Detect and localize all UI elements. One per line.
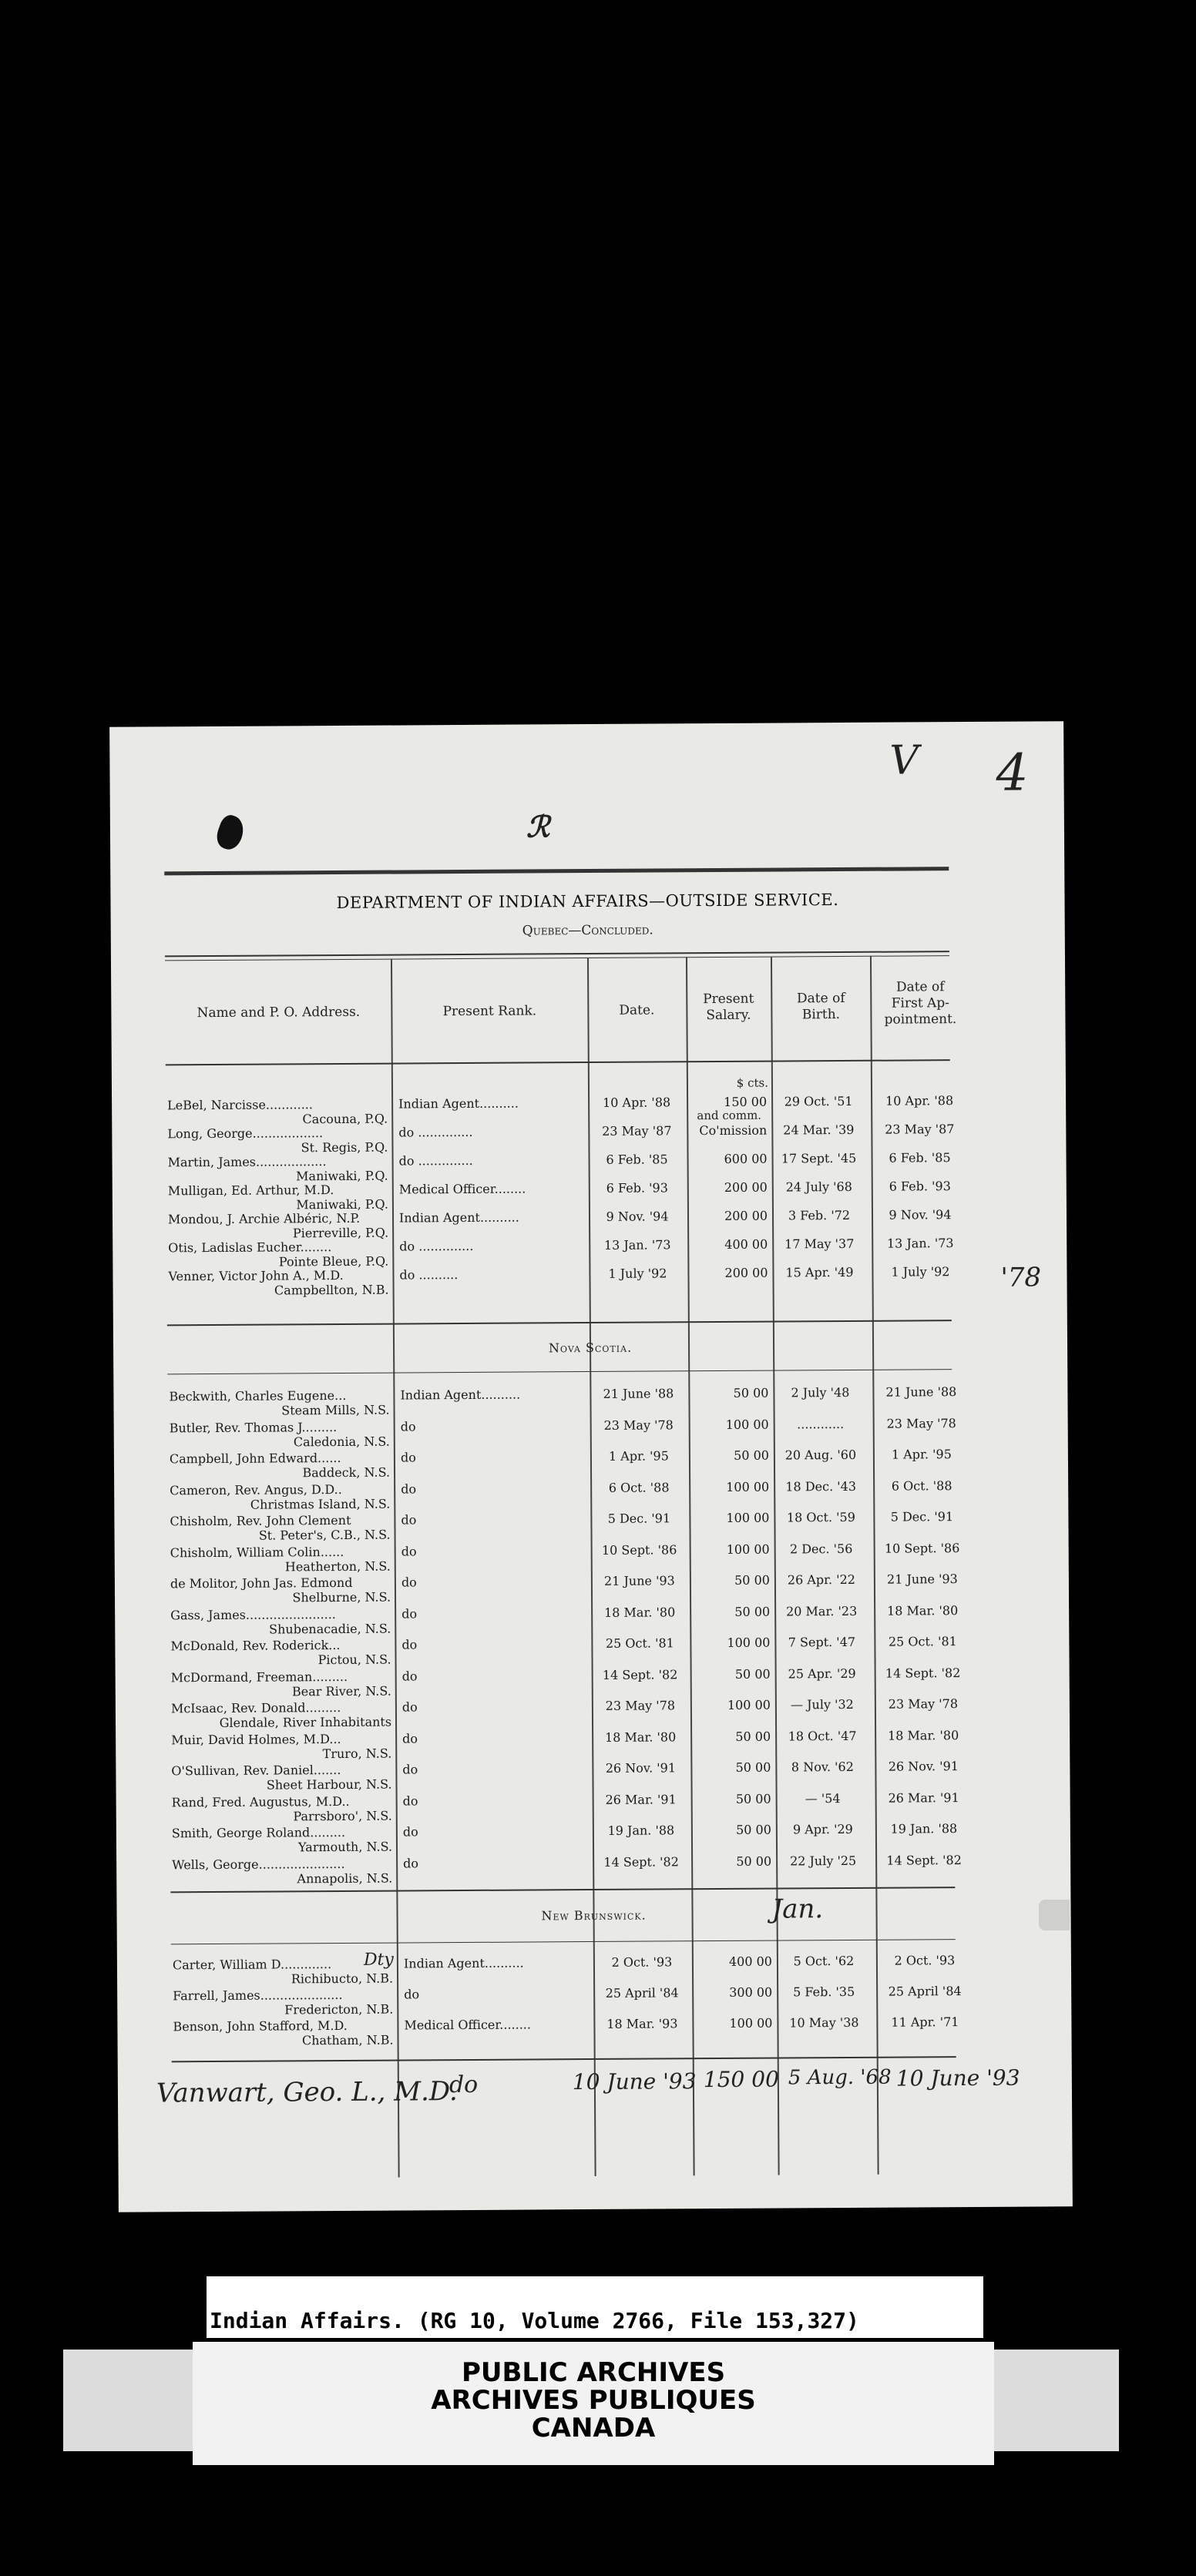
cell-birth: 5 Oct. '62 xyxy=(793,1953,855,1969)
col-header-date: Date. xyxy=(619,1002,655,1018)
cell-salary: 50 00 xyxy=(736,1822,771,1837)
table-row xyxy=(170,1416,956,1451)
cell-rank: do xyxy=(402,1730,418,1746)
cell-appt: 23 May '78 xyxy=(886,1415,956,1431)
page-tab xyxy=(1039,1900,1070,1930)
page-subtitle: Quebec—Concluded. xyxy=(522,922,653,939)
section-rule xyxy=(167,1320,952,1326)
hw-salary: 150 00 xyxy=(703,2066,779,2093)
cell-appt: 25 Oct. '81 xyxy=(888,1634,957,1649)
cell-appt: 11 Apr. '71 xyxy=(891,2014,959,2030)
cell-salary: 50 00 xyxy=(734,1666,771,1682)
cell-salary: 200 00 xyxy=(724,1208,768,1223)
cell-date: 13 Jan. '73 xyxy=(603,1237,671,1253)
archives-line-2: ARCHIVES PUBLIQUES xyxy=(431,2385,756,2416)
cell-birth: 9 Apr. '29 xyxy=(792,1821,853,1837)
cell-date: 23 May '78 xyxy=(603,1417,674,1433)
col-header-appt-l3: pointment. xyxy=(884,1011,957,1028)
table-row xyxy=(171,1696,957,1732)
cell-name-text: Benson, John Stafford, M.D. xyxy=(173,2018,348,2034)
col-header-appt-l2: First Ap- xyxy=(891,995,950,1011)
cell-name-text: Butler, Rev. Thomas J......... xyxy=(169,1419,338,1435)
cell-birth: 2 Dec. '56 xyxy=(789,1541,853,1556)
cell-salary: 100 00 xyxy=(726,1510,770,1525)
cell-salary: 100 00 xyxy=(726,1541,770,1557)
table-bottom-rule xyxy=(172,2056,956,2062)
cell-appt: 18 Mar. '80 xyxy=(886,1602,959,1618)
cell-name xyxy=(170,1606,394,1637)
cell-salary: 150 00 xyxy=(724,1094,768,1109)
corner-page-number: 4 xyxy=(996,743,1029,803)
cell-date: 6 Feb. '93 xyxy=(606,1180,668,1196)
comm-note: and comm. xyxy=(697,1108,762,1123)
cell-appt: 26 Mar. '91 xyxy=(888,1789,959,1806)
cell-name-text: de Molitor, John Jas. Edmond xyxy=(170,1575,353,1592)
cell-rank: do xyxy=(402,1762,418,1777)
hw-name: Vanwart, Geo. L., M.D. xyxy=(156,2076,458,2109)
hw-birth: 5 Aug. '68 xyxy=(788,2065,892,2090)
section-rule xyxy=(170,1887,955,1893)
cell-rank: do xyxy=(401,1699,418,1715)
cell-name xyxy=(173,1957,396,1987)
cell-salary: 200 00 xyxy=(724,1179,768,1195)
cell-birth: 24 Mar. '39 xyxy=(783,1122,855,1138)
cell-rank: Indian Agent.......... xyxy=(403,1955,524,1971)
cell-rank: do .............. xyxy=(399,1238,474,1254)
table-row xyxy=(171,1728,957,1763)
cell-rank: do .......... xyxy=(399,1267,459,1283)
col-header-name: Name and P. O. Address. xyxy=(197,1004,361,1021)
cell-rank: do xyxy=(401,1668,418,1684)
table-row xyxy=(173,1953,959,1988)
cell-name-text: McDormand, Freeman......... xyxy=(170,1669,348,1685)
cell-appt: 1 Apr. '95 xyxy=(891,1447,952,1462)
table-row xyxy=(170,1509,956,1545)
cell-birth: 29 Oct. '51 xyxy=(784,1093,853,1109)
cell-appt: 9 Nov. '94 xyxy=(889,1207,952,1223)
cell-rank: do xyxy=(403,1855,419,1870)
cell-birth: 25 Apr. '29 xyxy=(788,1665,856,1681)
cell-salary: 50 00 xyxy=(735,1791,771,1806)
cell-address: Chatham, N.B. xyxy=(301,2032,394,2048)
cell-rank: do xyxy=(402,1793,418,1809)
cell-address: Pierreville, P.Q. xyxy=(292,1225,389,1241)
cell-rank: Medical Officer........ xyxy=(404,2017,532,2033)
cell-date: 25 April '84 xyxy=(605,1985,679,2001)
cell-salary: 100 00 xyxy=(725,1417,769,1432)
cell-rank: do .............. xyxy=(398,1124,473,1140)
cell-name xyxy=(173,2018,396,2049)
reference-label: Indian Affairs. (RG 10, Volume 2766, File 153,327) xyxy=(210,2308,859,2333)
cell-salary: 50 00 xyxy=(735,1729,771,1744)
cell-appt: 10 Apr. '88 xyxy=(885,1093,954,1109)
cell-name xyxy=(170,1575,394,1606)
cell-appt: 6 Feb. '85 xyxy=(889,1150,951,1166)
cell-appt: 1 July '92 xyxy=(891,1264,950,1280)
cell-address: St. Regis, P.Q. xyxy=(301,1139,388,1156)
col-header-rank: Present Rank. xyxy=(442,1003,537,1020)
table-row xyxy=(172,1852,962,1888)
cell-salary: 50 00 xyxy=(734,1604,771,1619)
cell-address: St. Peter's, C.B., N.S. xyxy=(258,1527,391,1543)
cell-name xyxy=(172,1856,395,1887)
cell-name xyxy=(171,1700,395,1731)
cell-date: 10 Apr. '88 xyxy=(603,1095,671,1110)
hw-rank: do xyxy=(448,2071,479,2099)
table-row xyxy=(168,1264,954,1300)
cell-appt: 21 June '93 xyxy=(886,1571,958,1587)
cell-address: Pointe Bleue, P.Q. xyxy=(278,1253,389,1270)
cell-name-text: Mondou, J. Archie Albéric, N.P. xyxy=(167,1210,361,1227)
cell-name-text: O'Sullivan, Rev. Daniel....... xyxy=(171,1762,341,1779)
cell-name xyxy=(170,1638,394,1669)
col-header-birth xyxy=(772,991,869,1024)
cell-name-text: Beckwith, Charles Eugene... xyxy=(169,1387,347,1404)
cell-appt: 19 Jan. '88 xyxy=(890,1821,958,1836)
cell-date: 14 Sept. '82 xyxy=(602,1666,678,1682)
cell-birth: 26 Apr. '22 xyxy=(787,1571,855,1588)
cell-name-text: Cameron, Rev. Angus, D.D.. xyxy=(170,1481,342,1498)
cell-name-text: Rand, Fred. Augustus, M.D.. xyxy=(171,1793,350,1810)
cell-birth: 24 July '68 xyxy=(785,1179,852,1195)
cell-appt: 23 May '87 xyxy=(885,1122,955,1137)
cell-date: 14 Sept. '82 xyxy=(603,1853,679,1870)
cell-date: 1 Apr. '95 xyxy=(608,1448,669,1464)
cell-birth: 18 Dec. '43 xyxy=(785,1478,857,1494)
header-bottom-rule xyxy=(166,1059,950,1065)
cell-address: Yarmouth, N.S. xyxy=(297,1839,393,1855)
cell-name-text: Chisholm, William Colin...... xyxy=(170,1544,344,1560)
cell-address: Sheet Harbour, N.S. xyxy=(266,1776,392,1793)
cell-birth: 22 July '25 xyxy=(789,1853,857,1868)
corner-check-mark: V xyxy=(889,737,919,784)
cell-name xyxy=(171,1763,395,1793)
cell-date: 9 Nov. '94 xyxy=(606,1209,669,1224)
cell-date: 6 Feb. '85 xyxy=(606,1152,668,1167)
section-rule xyxy=(171,1939,956,1944)
cell-appt: 26 Nov. '91 xyxy=(888,1759,959,1774)
cell-rank: Indian Agent.......... xyxy=(400,1387,521,1403)
hw-date: 10 June '93 xyxy=(572,2068,697,2095)
cell-appt: 2 Oct. '93 xyxy=(894,1953,956,1968)
cell-address: Pictou, N.S. xyxy=(317,1652,391,1668)
header-rule xyxy=(164,867,949,875)
cell-rank: Indian Agent.......... xyxy=(398,1095,519,1112)
cell-address: Heatherton, N.S. xyxy=(284,1558,391,1574)
venner-correction: '78 xyxy=(1000,1262,1042,1293)
table-row xyxy=(170,1571,956,1607)
cell-salary: 600 00 xyxy=(724,1151,768,1166)
cell-date: 1 July '92 xyxy=(608,1266,667,1281)
cell-name-text: McDonald, Rev. Roderick... xyxy=(170,1637,341,1654)
cell-appt: 14 Sept. '82 xyxy=(886,1852,962,1868)
cell-birth: 15 Apr. '49 xyxy=(785,1264,854,1280)
cell-name-text: Gass, James....................... xyxy=(170,1606,336,1622)
cell-address: Steam Mills, N.S. xyxy=(281,1402,390,1418)
cell-birth: 2 July '48 xyxy=(791,1384,850,1400)
cell-birth: 17 May '37 xyxy=(784,1236,855,1252)
cell-name-text: Wells, George...................... xyxy=(172,1856,345,1872)
cell-date: 18 Mar. '80 xyxy=(604,1604,676,1620)
cell-rank: Medical Officer........ xyxy=(398,1181,526,1197)
hw-appt: 10 June '93 xyxy=(895,2064,1020,2091)
nova-scotia-heading: Nova Scotia. xyxy=(548,1340,633,1356)
col-header-appt xyxy=(872,979,969,1028)
cell-name-text: McIsaac, Rev. Donald......... xyxy=(170,1699,341,1716)
cell-appt: 5 Dec. '91 xyxy=(890,1509,954,1524)
top-glyph: ℛ xyxy=(526,809,550,844)
cell-address: Maniwaki, P.Q. xyxy=(296,1196,388,1213)
cell-name-text: Otis, Ladislas Eucher........ xyxy=(168,1239,332,1256)
table-row xyxy=(172,1821,958,1857)
cell-salary: 400 00 xyxy=(724,1236,768,1252)
cell-salary: 50 00 xyxy=(734,1447,769,1463)
cell-name xyxy=(170,1513,393,1544)
cell-name-text: Mulligan, Ed. Arthur, M.D. xyxy=(167,1182,334,1199)
cell-name xyxy=(168,1239,391,1270)
cell-appt: 18 Mar. '80 xyxy=(887,1727,959,1743)
table-row xyxy=(173,2014,959,2050)
cell-name-text: Carter, William D............. xyxy=(172,1957,332,1973)
cell-name xyxy=(167,1125,391,1156)
cell-name xyxy=(168,1182,391,1213)
col-header-salary xyxy=(687,991,769,1025)
section-rule xyxy=(167,1369,952,1374)
cell-appt: 6 Feb. '93 xyxy=(889,1179,951,1194)
cell-address: Annapolis, N.S. xyxy=(297,1870,393,1886)
table-row xyxy=(171,1759,957,1794)
cell-date: 23 May '87 xyxy=(602,1123,672,1139)
cell-name-text: Chisholm, Rev. John Clement xyxy=(170,1512,351,1529)
cell-rank: do xyxy=(401,1605,418,1622)
table-row xyxy=(172,1790,958,1826)
cell-salary: 100 00 xyxy=(726,1479,770,1494)
cell-name xyxy=(171,1731,395,1762)
cell-salary: 400 00 xyxy=(728,1954,772,1969)
table-row xyxy=(170,1447,956,1482)
cell-birth: — July '32 xyxy=(790,1696,854,1712)
cell-name-text: Campbell, John Edward...... xyxy=(169,1450,341,1467)
cell-rank: do xyxy=(401,1512,417,1528)
cell-name xyxy=(168,1154,391,1185)
cell-salary: 50 00 xyxy=(733,1385,769,1400)
cell-birth: 18 Oct. '47 xyxy=(788,1728,857,1743)
cell-date: 26 Mar. '91 xyxy=(605,1791,677,1807)
col-header-salary-l1: Present xyxy=(703,991,754,1008)
cell-rank: do xyxy=(402,1824,418,1840)
cell-date: 26 Nov. '91 xyxy=(605,1760,677,1776)
cell-name-text: LeBel, Narcisse............ xyxy=(167,1097,313,1113)
cell-address: Glendale, River Inhabitants xyxy=(219,1714,392,1730)
cell-name xyxy=(167,1097,391,1128)
cell-appt: 6 Oct. '88 xyxy=(891,1478,952,1494)
cell-name xyxy=(172,1825,395,1856)
cell-rank: do .............. xyxy=(398,1152,473,1169)
cell-rank: do xyxy=(400,1418,416,1434)
cell-appt: 23 May '78 xyxy=(888,1696,959,1712)
cell-salary: 100 00 xyxy=(727,1635,771,1650)
col-header-appt-l1: Date of xyxy=(895,979,945,995)
cell-address: Campbellton, N.B. xyxy=(274,1282,389,1298)
cell-address: Cacouna, P.Q. xyxy=(302,1111,388,1127)
cell-name-text: Muir, David Holmes, M.D... xyxy=(171,1731,341,1747)
cell-birth: 7 Sept. '47 xyxy=(788,1634,856,1650)
cell-date: 2 Oct. '93 xyxy=(611,1954,673,1970)
cell-address: Richibucto, N.B. xyxy=(291,1971,394,1987)
page-title: DEPARTMENT OF INDIAN AFFAIRS—OUTSIDE SERVICE. xyxy=(336,891,839,913)
cell-salary: 300 00 xyxy=(729,1984,773,2000)
table-row xyxy=(173,1984,962,2019)
cell-birth: 8 Nov. '62 xyxy=(791,1759,854,1775)
cell-birth: ............ xyxy=(797,1416,845,1431)
cell-address: Parrsboro', N.S. xyxy=(293,1808,392,1823)
col-header-salary-l2: Salary. xyxy=(706,1007,751,1024)
cell-rank: do xyxy=(401,1481,417,1497)
cell-name xyxy=(168,1268,391,1299)
cell-salary: Co'mission xyxy=(699,1122,768,1139)
cell-address: Christmas Island, N.S. xyxy=(250,1496,391,1512)
cell-rank: Indian Agent.......... xyxy=(398,1209,519,1226)
ink-blot xyxy=(213,813,247,853)
cell-address: Shubenacadie, N.S. xyxy=(269,1621,391,1637)
cell-birth: 20 Aug. '60 xyxy=(784,1447,857,1463)
cell-address: Fredericton, N.B. xyxy=(284,2001,394,2018)
table-row xyxy=(170,1540,960,1576)
cell-name xyxy=(169,1388,392,1419)
table-row xyxy=(170,1602,959,1639)
cell-rank: do xyxy=(401,1637,418,1652)
cell-birth: 3 Feb. '72 xyxy=(788,1207,851,1223)
cell-name xyxy=(170,1544,394,1575)
col-header-birth-l1: Date of xyxy=(796,990,845,1007)
cell-date: 5 Dec. '91 xyxy=(607,1511,671,1526)
cell-name xyxy=(173,1987,396,2018)
carter-note: Dty xyxy=(363,1950,394,1970)
cell-date: 25 Oct. '81 xyxy=(605,1635,674,1651)
cell-name-text: Martin, James.................. xyxy=(167,1154,327,1170)
cell-name xyxy=(172,1793,395,1824)
cell-birth: 5 Feb. '35 xyxy=(793,1984,855,2000)
cell-name-text: Smith, George Roland......... xyxy=(171,1824,346,1841)
cell-date: 10 Sept. '86 xyxy=(601,1541,677,1558)
cell-address: Truro, N.S. xyxy=(322,1746,392,1761)
units-label: $ cts. xyxy=(736,1075,769,1090)
cell-date: 6 Oct. '88 xyxy=(608,1479,670,1495)
cell-address: Shelburne, N.S. xyxy=(292,1589,391,1605)
cell-date: 21 June '93 xyxy=(603,1573,675,1588)
document-page xyxy=(109,721,1073,2212)
cell-salary: 100 00 xyxy=(729,2015,773,2031)
handwritten-row xyxy=(156,2061,1043,2113)
cell-address: Bear River, N.S. xyxy=(291,1683,391,1699)
cell-birth: 10 May '38 xyxy=(789,2014,859,2031)
cell-name-text: Farrell, James..................... xyxy=(173,1987,343,2004)
cell-name xyxy=(170,1481,393,1512)
new-brunswick-heading: New Brunswick. xyxy=(541,1907,647,1924)
table-row xyxy=(170,1478,956,1514)
table-row xyxy=(169,1384,955,1420)
cell-birth: 17 Sept. '45 xyxy=(781,1150,857,1166)
col-header-birth-l2: Birth. xyxy=(801,1007,841,1023)
cell-date: 23 May '78 xyxy=(605,1698,676,1713)
table-row xyxy=(170,1634,956,1669)
cell-birth: — '54 xyxy=(805,1790,841,1806)
cell-address: Baddeck, N.S. xyxy=(302,1464,391,1481)
cell-address: Maniwaki, P.Q. xyxy=(296,1168,388,1184)
cell-appt: 14 Sept. '82 xyxy=(885,1665,961,1681)
cell-salary: 50 00 xyxy=(736,1853,772,1869)
cell-rank: do xyxy=(400,1450,416,1465)
archives-line-1: PUBLIC ARCHIVES xyxy=(461,2357,726,2388)
cell-appt: 21 June '88 xyxy=(885,1384,957,1400)
cell-name xyxy=(171,1669,395,1699)
cell-birth: 18 Oct. '59 xyxy=(786,1509,855,1525)
cell-date: 18 Mar. '80 xyxy=(604,1729,677,1745)
cell-name-text: Long, George.................. xyxy=(167,1125,324,1142)
cell-name xyxy=(170,1451,393,1481)
jan-note: Jan. xyxy=(771,1893,824,1925)
cell-appt: 10 Sept. '86 xyxy=(884,1540,960,1556)
cell-salary: 100 00 xyxy=(727,1697,771,1712)
cell-salary: 50 00 xyxy=(735,1759,771,1775)
table-row xyxy=(170,1665,961,1701)
cell-birth: 20 Mar. '23 xyxy=(785,1603,858,1618)
archives-line-3: CANADA xyxy=(531,2413,656,2444)
cell-rank: do xyxy=(401,1575,417,1590)
cell-date: 21 June '88 xyxy=(603,1386,674,1401)
cell-rank: do xyxy=(401,1543,417,1559)
cell-appt: 13 Jan. '73 xyxy=(886,1236,954,1251)
cell-rank: do xyxy=(404,1987,420,2002)
cell-salary: 200 00 xyxy=(724,1265,768,1280)
cell-name xyxy=(170,1419,393,1450)
cell-salary: 50 00 xyxy=(734,1572,770,1588)
cell-address: Caledonia, N.S. xyxy=(293,1434,390,1449)
cell-name xyxy=(168,1211,391,1242)
cell-date: 19 Jan. '88 xyxy=(607,1823,675,1838)
cell-name-text: Venner, Victor John A., M.D. xyxy=(168,1267,344,1284)
cell-appt: 25 April '84 xyxy=(888,1984,962,1999)
cell-date: 18 Mar. '93 xyxy=(606,2016,678,2031)
